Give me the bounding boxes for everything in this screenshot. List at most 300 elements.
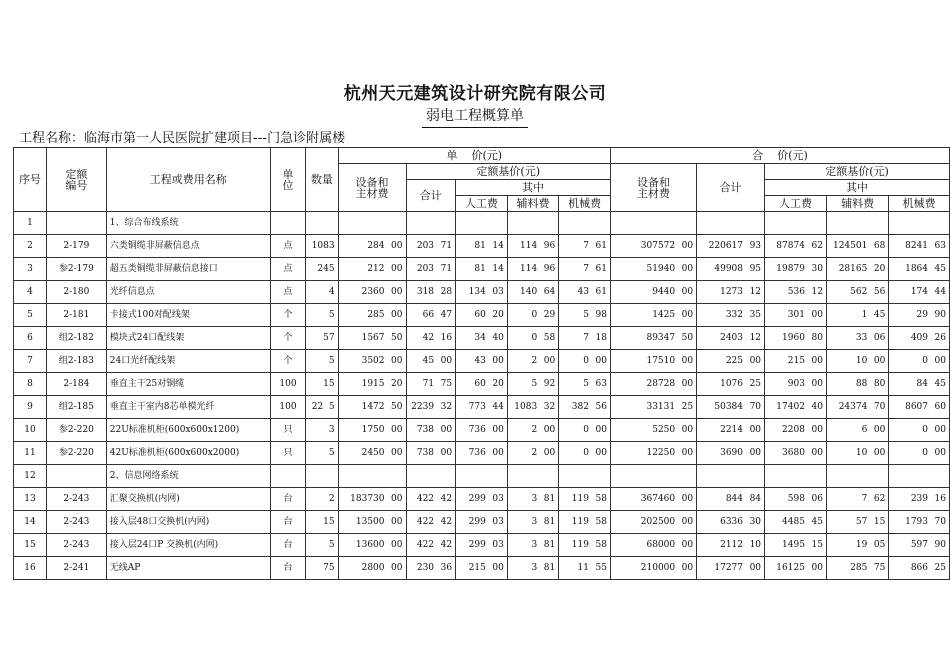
cell-unit: 台 bbox=[270, 557, 305, 580]
amount-integer: 7 bbox=[861, 493, 868, 504]
amount-integer: 0 bbox=[583, 447, 589, 458]
cell-code bbox=[47, 465, 107, 488]
amount-integer: 89347 bbox=[646, 332, 676, 343]
amount-integer: 202500 bbox=[640, 516, 676, 527]
amount-decimal: 62 bbox=[873, 493, 886, 504]
cell-t-mach bbox=[889, 258, 950, 281]
table-row bbox=[14, 442, 950, 465]
col-unit-labor: 人工费 bbox=[456, 196, 508, 212]
amount-integer: 7 bbox=[583, 332, 589, 343]
amount-integer: 225 bbox=[725, 355, 744, 366]
amount-decimal: 00 bbox=[391, 263, 403, 274]
cell-t-mach bbox=[889, 442, 950, 465]
amount-integer: 215 bbox=[468, 562, 486, 573]
amount-decimal: 58 bbox=[543, 332, 556, 343]
cell-t-sum bbox=[697, 350, 765, 373]
amount-integer: 1495 bbox=[782, 539, 805, 550]
amount-decimal: 50 bbox=[391, 332, 403, 343]
cell-t-labor bbox=[765, 304, 827, 327]
amount-integer: 140 bbox=[520, 286, 538, 297]
amount-integer: 307572 bbox=[640, 240, 676, 251]
cell-t-equip bbox=[610, 534, 696, 557]
cell-u-sum bbox=[406, 511, 456, 534]
cell-code: 2-179 bbox=[47, 235, 107, 258]
amount-integer: 1425 bbox=[652, 309, 676, 320]
amount-integer: 738 bbox=[416, 447, 435, 458]
amount-decimal: 50 bbox=[681, 332, 694, 343]
cell-empty bbox=[306, 465, 338, 488]
cell-empty bbox=[697, 465, 765, 488]
amount-integer: 124501 bbox=[832, 240, 868, 251]
amount-integer: 17277 bbox=[714, 562, 744, 573]
cell-u-sum bbox=[406, 373, 456, 396]
cell-u-sum bbox=[406, 557, 456, 580]
amount-decimal: 00 bbox=[595, 355, 607, 366]
amount-integer: 284 bbox=[367, 240, 385, 251]
amount-integer: 844 bbox=[725, 493, 744, 504]
cell-seq: 7 bbox=[14, 350, 47, 373]
project-line bbox=[19, 127, 345, 146]
amount-decimal: 42 bbox=[440, 539, 453, 550]
cell-code: 2-180 bbox=[47, 281, 107, 304]
amount-integer: 736 bbox=[468, 447, 486, 458]
col-total-ofwhich: 其中 bbox=[765, 180, 950, 196]
amount-integer: 17402 bbox=[776, 401, 805, 412]
amount-integer: 57 bbox=[855, 516, 868, 527]
cell-u-labor bbox=[456, 419, 508, 442]
cell-u-sum bbox=[406, 258, 456, 281]
amount-decimal: 61 bbox=[595, 240, 607, 251]
cell-t-aux bbox=[826, 442, 888, 465]
cell-u-sum bbox=[406, 235, 456, 258]
cell-seq: 9 bbox=[14, 396, 47, 419]
cell-code: 2-241 bbox=[47, 557, 107, 580]
cell-t-aux bbox=[826, 327, 888, 350]
amount-integer: 422 bbox=[416, 516, 435, 527]
amount-integer: 203 bbox=[416, 240, 435, 251]
amount-integer: 10 bbox=[855, 447, 868, 458]
cell-empty bbox=[889, 465, 950, 488]
cell-code: 参2-220 bbox=[47, 442, 107, 465]
cell-u-equip bbox=[338, 396, 406, 419]
amount-decimal: 29 bbox=[543, 309, 556, 320]
cell-qty: 75 bbox=[306, 557, 338, 580]
amount-decimal: 71 bbox=[440, 263, 453, 274]
col-unit-machine: 机械费 bbox=[559, 196, 611, 212]
cell-seq: 16 bbox=[14, 557, 47, 580]
table-row bbox=[14, 373, 950, 396]
cell-code: 组2-185 bbox=[47, 396, 107, 419]
estimate-table bbox=[13, 147, 950, 580]
cell-empty bbox=[765, 465, 827, 488]
amount-integer: 6336 bbox=[720, 516, 744, 527]
amount-integer: 536 bbox=[787, 286, 805, 297]
amount-integer: 203 bbox=[416, 263, 435, 274]
cell-seq: 2 bbox=[14, 235, 47, 258]
col-code bbox=[47, 148, 107, 212]
amount-integer: 12250 bbox=[646, 447, 676, 458]
table-row bbox=[14, 488, 950, 511]
amount-decimal: 00 bbox=[440, 447, 453, 458]
amount-decimal: 84 bbox=[749, 493, 762, 504]
cell-t-equip bbox=[610, 557, 696, 580]
amount-decimal: 61 bbox=[595, 286, 607, 297]
cell-u-labor bbox=[456, 327, 508, 350]
cell-qty: 5 bbox=[306, 304, 338, 327]
cell-t-sum bbox=[697, 534, 765, 557]
table-row bbox=[14, 350, 950, 373]
cell-u-labor bbox=[456, 350, 508, 373]
cell-u-aux bbox=[507, 534, 558, 557]
amount-decimal: 26 bbox=[934, 332, 946, 343]
amount-integer: 239 bbox=[910, 493, 928, 504]
amount-decimal: 96 bbox=[543, 240, 556, 251]
amount-integer: 866 bbox=[910, 562, 928, 573]
amount-integer: 0 bbox=[922, 447, 928, 458]
cell-u-equip bbox=[338, 373, 406, 396]
cell-code: 2-243 bbox=[47, 488, 107, 511]
cell-empty bbox=[406, 465, 456, 488]
amount-integer: 19879 bbox=[776, 263, 805, 274]
amount-integer: 0 bbox=[922, 424, 928, 435]
amount-integer: 2800 bbox=[361, 562, 385, 573]
col-unit-equip-line2: 主材费 bbox=[355, 186, 389, 200]
cell-u-mach bbox=[559, 258, 611, 281]
cell-empty bbox=[826, 465, 888, 488]
cell-unit: 台 bbox=[270, 534, 305, 557]
table-row bbox=[14, 557, 950, 580]
cell-seq: 5 bbox=[14, 304, 47, 327]
col-total-aux: 辅料费 bbox=[826, 196, 888, 212]
cell-qty: 57 bbox=[306, 327, 338, 350]
cell-u-labor bbox=[456, 281, 508, 304]
cell-t-mach bbox=[889, 511, 950, 534]
amount-integer: 3 bbox=[531, 516, 538, 527]
amount-integer: 367460 bbox=[640, 493, 676, 504]
table-row bbox=[14, 304, 950, 327]
amount-decimal: 20 bbox=[391, 378, 403, 389]
document-title: 弱电工程概算单 bbox=[422, 105, 528, 128]
amount-integer: 0 bbox=[583, 355, 589, 366]
amount-integer: 2112 bbox=[720, 539, 744, 550]
cell-name: 六类铜缆非屏蔽信息点 bbox=[106, 235, 270, 258]
project-label: 工程名称： bbox=[19, 131, 85, 146]
amount-integer: 1273 bbox=[720, 286, 744, 297]
cell-unit: 台 bbox=[270, 488, 305, 511]
amount-integer: 1083 bbox=[514, 401, 538, 412]
cell-qty: 4 bbox=[306, 281, 338, 304]
cell-u-labor bbox=[456, 534, 508, 557]
amount-integer: 0 bbox=[922, 355, 928, 366]
cell-empty bbox=[559, 212, 611, 235]
amount-integer: 8241 bbox=[905, 240, 928, 251]
amount-decimal: 55 bbox=[595, 562, 607, 573]
cell-t-equip bbox=[610, 350, 696, 373]
cell-name: 光纤信息点 bbox=[106, 281, 270, 304]
table-row bbox=[14, 534, 950, 557]
amount-decimal: 25 bbox=[681, 401, 694, 412]
amount-decimal: 00 bbox=[681, 240, 694, 251]
cell-u-aux bbox=[507, 511, 558, 534]
amount-decimal: 90 bbox=[934, 309, 946, 320]
amount-decimal: 00 bbox=[681, 516, 694, 527]
amount-decimal: 00 bbox=[595, 424, 607, 435]
amount-decimal: 00 bbox=[391, 493, 403, 504]
cell-u-equip bbox=[338, 557, 406, 580]
cell-u-sum bbox=[406, 534, 456, 557]
cell-name: 22U标准机柜(600x600x1200) bbox=[106, 419, 270, 442]
amount-integer: 1864 bbox=[905, 263, 928, 274]
cell-seq: 14 bbox=[14, 511, 47, 534]
amount-decimal: 00 bbox=[811, 378, 823, 389]
amount-decimal: 00 bbox=[391, 355, 403, 366]
amount-integer: 738 bbox=[416, 424, 435, 435]
amount-integer: 183730 bbox=[350, 493, 385, 504]
amount-integer: 2403 bbox=[720, 332, 744, 343]
cell-empty bbox=[338, 212, 406, 235]
cell-t-aux bbox=[826, 235, 888, 258]
cell-qty: 5 bbox=[306, 442, 338, 465]
table-row bbox=[14, 327, 950, 350]
cell-t-mach bbox=[889, 534, 950, 557]
cell-name: 无线AP bbox=[106, 557, 270, 580]
amount-integer: 6 bbox=[861, 424, 868, 435]
amount-integer: 11 bbox=[577, 562, 589, 573]
amount-decimal: 00 bbox=[681, 286, 694, 297]
amount-decimal: 00 bbox=[440, 355, 453, 366]
amount-integer: 736 bbox=[468, 424, 486, 435]
cell-unit: 个 bbox=[270, 327, 305, 350]
cell-t-sum bbox=[697, 419, 765, 442]
cell-unit: 100 bbox=[270, 396, 305, 419]
amount-decimal: 00 bbox=[934, 447, 946, 458]
amount-decimal: 06 bbox=[811, 493, 823, 504]
amount-decimal: 61 bbox=[595, 263, 607, 274]
cell-u-labor bbox=[456, 442, 508, 465]
col-total-machine: 机械费 bbox=[889, 196, 950, 212]
amount-integer: 29 bbox=[916, 309, 928, 320]
table-row bbox=[14, 281, 950, 304]
amount-decimal: 00 bbox=[749, 562, 762, 573]
cell-empty bbox=[610, 465, 696, 488]
amount-integer: 212 bbox=[367, 263, 385, 274]
col-unit bbox=[270, 148, 305, 212]
cell-seq: 6 bbox=[14, 327, 47, 350]
cell-t-aux bbox=[826, 534, 888, 557]
cell-unit: 100 bbox=[270, 373, 305, 396]
cell-u-equip bbox=[338, 442, 406, 465]
amount-decimal: 95 bbox=[749, 263, 762, 274]
cell-t-mach bbox=[889, 350, 950, 373]
title-wrap bbox=[0, 105, 950, 128]
amount-decimal: 71 bbox=[440, 240, 453, 251]
amount-decimal: 00 bbox=[440, 424, 453, 435]
amount-decimal: 28 bbox=[440, 286, 453, 297]
amount-integer: 285 bbox=[850, 562, 868, 573]
cell-seq: 4 bbox=[14, 281, 47, 304]
amount-integer: 2450 bbox=[361, 447, 385, 458]
amount-decimal: 00 bbox=[492, 447, 504, 458]
cell-name: 24口光纤配线架 bbox=[106, 350, 270, 373]
cell-code: 2-243 bbox=[47, 534, 107, 557]
col-name: 工程或费用名称 bbox=[106, 148, 270, 212]
amount-integer: 13500 bbox=[355, 516, 385, 527]
amount-integer: 2360 bbox=[361, 286, 385, 297]
amount-decimal: 42 bbox=[440, 493, 453, 504]
cell-t-equip bbox=[610, 327, 696, 350]
cell-t-equip bbox=[610, 373, 696, 396]
amount-integer: 43 bbox=[474, 355, 486, 366]
amount-integer: 68000 bbox=[646, 539, 676, 550]
cell-section-name: 2、信息网络系统 bbox=[106, 465, 270, 488]
amount-integer: 81 bbox=[474, 263, 486, 274]
cell-seq: 8 bbox=[14, 373, 47, 396]
cell-t-sum bbox=[697, 235, 765, 258]
cell-code: 2-181 bbox=[47, 304, 107, 327]
cell-t-mach bbox=[889, 304, 950, 327]
amount-integer: 382 bbox=[571, 401, 589, 412]
amount-integer: 562 bbox=[850, 286, 868, 297]
amount-decimal: 00 bbox=[749, 447, 762, 458]
col-unit-aux: 辅料费 bbox=[507, 196, 558, 212]
cell-empty bbox=[826, 212, 888, 235]
amount-decimal: 00 bbox=[811, 424, 823, 435]
amount-integer: 1960 bbox=[782, 332, 805, 343]
amount-decimal: 70 bbox=[934, 516, 946, 527]
amount-decimal: 00 bbox=[811, 309, 823, 320]
section-row bbox=[14, 212, 950, 235]
amount-integer: 51940 bbox=[646, 263, 676, 274]
cell-u-equip bbox=[338, 419, 406, 442]
cell-t-labor bbox=[765, 488, 827, 511]
amount-integer: 1915 bbox=[361, 378, 385, 389]
cell-u-labor bbox=[456, 304, 508, 327]
cell-u-mach bbox=[559, 442, 611, 465]
cell-name: 接入层48口交换机(内网) bbox=[106, 511, 270, 534]
cell-t-labor bbox=[765, 350, 827, 373]
cell-u-equip bbox=[338, 235, 406, 258]
cell-u-labor bbox=[456, 557, 508, 580]
cell-u-equip bbox=[338, 350, 406, 373]
amount-integer: 5 bbox=[583, 378, 589, 389]
cell-t-labor bbox=[765, 281, 827, 304]
amount-decimal: 93 bbox=[749, 240, 762, 251]
cell-code: 参2-179 bbox=[47, 258, 107, 281]
cell-t-sum bbox=[697, 511, 765, 534]
cell-empty bbox=[559, 465, 611, 488]
amount-integer: 210000 bbox=[640, 562, 676, 573]
cell-seq: 13 bbox=[14, 488, 47, 511]
cell-code: 组2-183 bbox=[47, 350, 107, 373]
amount-decimal: 15 bbox=[873, 516, 886, 527]
amount-decimal: 00 bbox=[681, 309, 694, 320]
cell-qty: 3 bbox=[306, 419, 338, 442]
cell-empty bbox=[697, 212, 765, 235]
cell-u-mach bbox=[559, 534, 611, 557]
cell-u-equip bbox=[338, 534, 406, 557]
col-unit-line2: 位 bbox=[282, 178, 294, 192]
cell-unit: 点 bbox=[270, 235, 305, 258]
amount-decimal: 20 bbox=[492, 378, 504, 389]
amount-integer: 81 bbox=[474, 240, 486, 251]
cell-empty bbox=[270, 212, 305, 235]
amount-decimal: 00 bbox=[391, 309, 403, 320]
cell-qty: 15 bbox=[306, 373, 338, 396]
cell-u-sum bbox=[406, 327, 456, 350]
cell-u-mach bbox=[559, 557, 611, 580]
amount-integer: 2 bbox=[531, 355, 538, 366]
cell-u-labor bbox=[456, 373, 508, 396]
cell-name: 接入层24口P 交换机(内网) bbox=[106, 534, 270, 557]
cell-code: 2-184 bbox=[47, 373, 107, 396]
cell-t-labor bbox=[765, 511, 827, 534]
cell-u-mach bbox=[559, 235, 611, 258]
col-qty: 数量 bbox=[306, 148, 338, 212]
amount-integer: 17510 bbox=[646, 355, 676, 366]
amount-integer: 50384 bbox=[714, 401, 744, 412]
cell-name: 垂直主干室内8芯单模光纤 bbox=[106, 396, 270, 419]
cell-empty bbox=[456, 212, 508, 235]
amount-integer: 66 bbox=[422, 309, 435, 320]
amount-decimal: 16 bbox=[934, 493, 946, 504]
amount-integer: 2239 bbox=[411, 401, 435, 412]
cell-u-mach bbox=[559, 419, 611, 442]
table-row bbox=[14, 419, 950, 442]
amount-integer: 42 bbox=[422, 332, 435, 343]
cell-t-sum bbox=[697, 396, 765, 419]
table-row bbox=[14, 258, 950, 281]
cell-t-sum bbox=[697, 281, 765, 304]
cell-seq: 15 bbox=[14, 534, 47, 557]
cell-empty bbox=[406, 212, 456, 235]
amount-integer: 24374 bbox=[838, 401, 868, 412]
col-unit-subtotal: 合计 bbox=[406, 180, 456, 212]
amount-decimal: 00 bbox=[873, 355, 886, 366]
amount-integer: 2 bbox=[531, 424, 538, 435]
amount-integer: 597 bbox=[910, 539, 928, 550]
cell-empty bbox=[507, 212, 558, 235]
amount-decimal: 80 bbox=[811, 332, 823, 343]
amount-decimal: 14 bbox=[492, 263, 504, 274]
amount-integer: 88 bbox=[855, 378, 868, 389]
amount-decimal: 32 bbox=[440, 401, 453, 412]
cell-u-equip bbox=[338, 258, 406, 281]
amount-decimal: 06 bbox=[873, 332, 886, 343]
amount-decimal: 81 bbox=[543, 516, 556, 527]
amount-integer: 71 bbox=[422, 378, 435, 389]
amount-integer: 598 bbox=[787, 493, 805, 504]
cell-qty: 1083 bbox=[306, 235, 338, 258]
amount-decimal: 45 bbox=[873, 309, 886, 320]
amount-integer: 16125 bbox=[776, 562, 805, 573]
amount-decimal: 00 bbox=[934, 355, 946, 366]
cell-t-mach bbox=[889, 396, 950, 419]
col-unit-equip bbox=[338, 164, 406, 212]
amount-integer: 19 bbox=[855, 539, 868, 550]
cell-u-aux bbox=[507, 396, 558, 419]
amount-decimal: 00 bbox=[391, 447, 403, 458]
table-row bbox=[14, 396, 950, 419]
amount-integer: 409 bbox=[910, 332, 928, 343]
cell-t-sum bbox=[697, 258, 765, 281]
col-total-equip bbox=[610, 164, 696, 212]
cell-name: 汇聚交换机(内网) bbox=[106, 488, 270, 511]
amount-integer: 299 bbox=[468, 516, 486, 527]
cell-unit: 个 bbox=[270, 304, 305, 327]
amount-integer: 220617 bbox=[708, 240, 744, 251]
col-code-line2: 编号 bbox=[65, 178, 88, 192]
cell-u-aux bbox=[507, 235, 558, 258]
